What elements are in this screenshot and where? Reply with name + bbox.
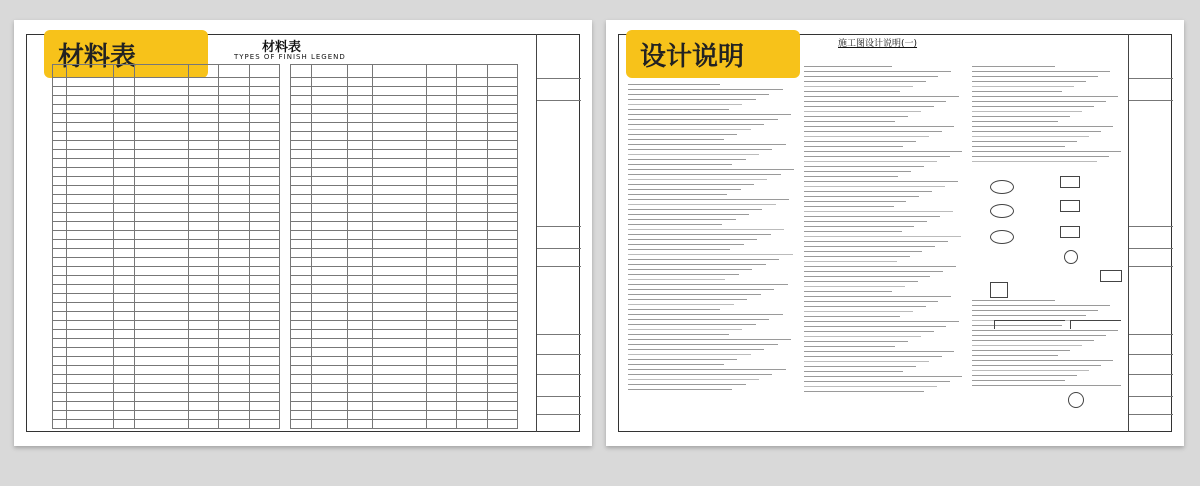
text-line: [628, 389, 732, 390]
text-line: [628, 134, 737, 135]
text-line: [628, 199, 789, 200]
text-line: [628, 239, 757, 240]
table-row: [53, 177, 280, 186]
text-line: [804, 96, 959, 97]
text-line: [628, 109, 729, 110]
text-line: [972, 335, 1106, 336]
text-line: [804, 336, 921, 337]
text-line: [804, 296, 951, 297]
text-line: [628, 359, 737, 360]
table-row: [291, 312, 518, 321]
table-row: [53, 159, 280, 168]
text-line: [804, 261, 897, 262]
text-line: [628, 174, 781, 175]
table-row: [291, 168, 518, 177]
text-line: [972, 310, 1098, 311]
text-line: [804, 126, 954, 127]
text-line: [628, 289, 774, 290]
table-row: [291, 375, 518, 384]
finish-table-left: [52, 64, 280, 429]
text-line: [628, 99, 756, 100]
text-line: [804, 286, 905, 287]
text-line: [972, 315, 1086, 316]
table-row: [53, 375, 280, 384]
text-line: [628, 294, 761, 295]
text-line: [804, 191, 932, 192]
table-row: [53, 78, 280, 87]
text-line: [628, 314, 783, 315]
table-row: [291, 384, 518, 393]
table-row: [53, 105, 280, 114]
text-line: [972, 305, 1110, 306]
text-line: [628, 369, 786, 370]
text-line: [972, 330, 1118, 331]
text-line: [804, 151, 962, 152]
table-row: [53, 150, 280, 159]
text-line: [628, 364, 724, 365]
text-line: [804, 216, 940, 217]
table-row: [291, 393, 518, 402]
table-row: [53, 213, 280, 222]
text-line: [628, 159, 746, 160]
text-line: [972, 365, 1101, 366]
text-line: [804, 161, 937, 162]
table-row: [53, 258, 280, 267]
table-row: [291, 132, 518, 141]
text-line: [628, 319, 769, 320]
text-line: [804, 91, 900, 92]
table-row: [291, 123, 518, 132]
text-line: [628, 309, 720, 310]
text-line: [972, 355, 1058, 356]
text-line: [804, 321, 959, 322]
text-line: [804, 211, 953, 212]
finish-table-right: [290, 64, 518, 429]
text-line: [628, 164, 732, 165]
text-line: [804, 226, 914, 227]
text-line: [972, 385, 1121, 386]
text-line: [628, 179, 767, 180]
text-line: [804, 156, 950, 157]
text-line: [972, 370, 1089, 371]
notes-column-2: [804, 66, 964, 396]
table-row: [291, 321, 518, 330]
finish-legend-banner: 材料表: [44, 30, 208, 78]
table-row: [291, 114, 518, 123]
text-line: [804, 381, 950, 382]
text-line: [972, 141, 1077, 142]
text-line: [804, 66, 892, 67]
text-line: [628, 224, 722, 225]
text-line: [804, 366, 916, 367]
text-line: [628, 244, 744, 245]
design-notes-banner: 设计说明: [626, 30, 800, 78]
text-line: [972, 340, 1094, 341]
text-line: [972, 156, 1109, 157]
text-line: [804, 306, 926, 307]
text-line: [804, 281, 918, 282]
text-line: [804, 266, 956, 267]
table-row: [53, 330, 280, 339]
text-line: [972, 151, 1121, 152]
text-line: [804, 201, 906, 202]
text-line: [804, 386, 937, 387]
text-line: [804, 236, 961, 237]
text-line: [972, 161, 1097, 162]
text-line: [804, 351, 954, 352]
text-line: [628, 154, 759, 155]
text-line: [804, 101, 946, 102]
table-row: [53, 141, 280, 150]
text-line: [804, 196, 919, 197]
table-row: [291, 150, 518, 159]
table-row: [291, 357, 518, 366]
text-line: [804, 111, 921, 112]
finish-legend-title: 材料表: [262, 40, 302, 55]
table-row: [291, 339, 518, 348]
text-line: [628, 249, 730, 250]
notes-column-3: [972, 66, 1122, 166]
table-row: [53, 240, 280, 249]
table-row: [291, 258, 518, 267]
text-line: [804, 341, 908, 342]
table-row: [53, 114, 280, 123]
text-line: [972, 71, 1110, 72]
text-line: [804, 121, 895, 122]
text-line: [628, 119, 778, 120]
text-line: [972, 86, 1074, 87]
text-line: [628, 339, 791, 340]
text-line: [972, 146, 1065, 147]
text-line: [628, 219, 736, 220]
text-line: [628, 379, 759, 380]
text-line: [804, 356, 942, 357]
notes-column-1: [628, 84, 796, 394]
text-line: [972, 360, 1113, 361]
table-row: [291, 141, 518, 150]
text-line: [628, 144, 786, 145]
table-row: [291, 177, 518, 186]
table-row: [53, 267, 280, 276]
text-line: [628, 304, 734, 305]
text-line: [804, 376, 962, 377]
text-line: [804, 246, 935, 247]
text-line: [972, 136, 1089, 137]
table-row: [53, 402, 280, 411]
text-line: [628, 169, 794, 170]
text-line: [972, 375, 1077, 376]
text-line: [804, 176, 898, 177]
text-line: [972, 101, 1106, 102]
finish-legend-subtitle: TYPES OF FINISH LEGEND: [234, 53, 346, 61]
design-notes-title: 施工图设计说明(一): [838, 39, 918, 49]
text-line: [972, 111, 1082, 112]
text-line: [804, 136, 929, 137]
table-row: [53, 348, 280, 357]
table-row: [291, 267, 518, 276]
text-line: [804, 106, 934, 107]
table-row: [53, 249, 280, 258]
text-line: [628, 229, 784, 230]
text-line: [804, 221, 927, 222]
text-line: [628, 299, 747, 300]
text-line: [972, 66, 1055, 67]
table-row: [291, 213, 518, 222]
text-line: [628, 334, 729, 335]
text-line: [804, 301, 938, 302]
text-line: [804, 256, 910, 257]
text-line: [628, 279, 725, 280]
text-line: [804, 146, 903, 147]
text-line: [628, 84, 720, 85]
table-row: [53, 222, 280, 231]
text-line: [628, 94, 769, 95]
text-line: [972, 380, 1065, 381]
text-line: [628, 284, 788, 285]
text-line: [804, 346, 895, 347]
text-line: [628, 124, 764, 125]
text-line: [972, 131, 1101, 132]
text-line: [628, 354, 751, 355]
table-row: [53, 384, 280, 393]
text-line: [972, 126, 1113, 127]
text-line: [628, 149, 772, 150]
table-row: [291, 411, 518, 420]
table-row: [291, 285, 518, 294]
table-row: [53, 87, 280, 96]
text-line: [804, 116, 908, 117]
table-row: [291, 276, 518, 285]
text-line: [972, 300, 1055, 301]
table-row: [291, 78, 518, 87]
text-line: [804, 331, 934, 332]
table-row: [291, 222, 518, 231]
text-line: [972, 121, 1058, 122]
table-row: [53, 231, 280, 240]
table-row: [291, 159, 518, 168]
table-row: [291, 366, 518, 375]
text-line: [628, 349, 764, 350]
table-row: [291, 348, 518, 357]
text-line: [804, 316, 900, 317]
text-line: [628, 189, 741, 190]
text-line: [628, 184, 754, 185]
text-line: [628, 264, 766, 265]
text-line: [804, 231, 902, 232]
table-row: [53, 366, 280, 375]
text-line: [628, 214, 749, 215]
text-line: [628, 209, 762, 210]
text-line: [628, 269, 752, 270]
text-line: [628, 234, 771, 235]
text-line: [804, 71, 951, 72]
table-row: [53, 132, 280, 141]
table-row: [53, 393, 280, 402]
text-line: [628, 384, 746, 385]
text-line: [628, 114, 791, 115]
text-line: [628, 254, 793, 255]
table-row: [291, 204, 518, 213]
table-row: [291, 195, 518, 204]
text-line: [628, 139, 724, 140]
text-line: [804, 371, 903, 372]
text-line: [804, 311, 913, 312]
text-line: [972, 116, 1070, 117]
title-block-right: [1128, 34, 1173, 432]
text-line: [628, 89, 783, 90]
table-row: [53, 303, 280, 312]
text-line: [628, 204, 776, 205]
text-line: [804, 186, 945, 187]
table-row: [291, 96, 518, 105]
table-row: [291, 420, 518, 429]
text-line: [804, 171, 911, 172]
text-line: [972, 350, 1070, 351]
table-row: [53, 96, 280, 105]
text-line: [804, 276, 930, 277]
text-line: [972, 96, 1118, 97]
table-row: [53, 294, 280, 303]
table-row: [53, 276, 280, 285]
table-row: [53, 186, 280, 195]
text-line: [628, 129, 751, 130]
table-row: [291, 249, 518, 258]
text-line: [628, 194, 727, 195]
text-line: [628, 274, 739, 275]
table-row: [291, 294, 518, 303]
text-line: [628, 329, 742, 330]
table-row: [53, 357, 280, 366]
table-row: [53, 339, 280, 348]
table-row: [53, 312, 280, 321]
table-row: [291, 231, 518, 240]
text-line: [804, 81, 926, 82]
table-row: [53, 411, 280, 420]
table-row: [53, 420, 280, 429]
text-line: [628, 104, 742, 105]
text-line: [628, 344, 778, 345]
notes-column-3-lower: [972, 300, 1122, 390]
table-row: [53, 123, 280, 132]
table-row: [291, 186, 518, 195]
table-row: [291, 303, 518, 312]
table-row: [53, 204, 280, 213]
text-line: [972, 91, 1062, 92]
table-row: [53, 195, 280, 204]
text-line: [804, 76, 938, 77]
text-line: [804, 271, 943, 272]
table-row: [53, 285, 280, 294]
text-line: [804, 206, 894, 207]
text-line: [804, 141, 916, 142]
text-line: [804, 131, 942, 132]
table-row: [291, 330, 518, 339]
text-line: [628, 324, 756, 325]
text-line: [804, 241, 948, 242]
table-row: [291, 105, 518, 114]
text-line: [972, 345, 1082, 346]
text-line: [804, 251, 922, 252]
text-line: [804, 326, 946, 327]
table-row: [53, 168, 280, 177]
text-line: [804, 291, 892, 292]
text-line: [628, 374, 772, 375]
table-row: [291, 402, 518, 411]
text-line: [804, 86, 913, 87]
text-line: [804, 391, 924, 392]
table-row: [291, 87, 518, 96]
title-block-left: [536, 34, 581, 432]
table-row: [53, 321, 280, 330]
text-line: [972, 81, 1086, 82]
text-line: [804, 181, 958, 182]
table-row: [291, 240, 518, 249]
text-line: [804, 361, 929, 362]
text-line: [972, 106, 1094, 107]
text-line: [628, 259, 779, 260]
text-line: [972, 76, 1098, 77]
text-line: [804, 166, 924, 167]
